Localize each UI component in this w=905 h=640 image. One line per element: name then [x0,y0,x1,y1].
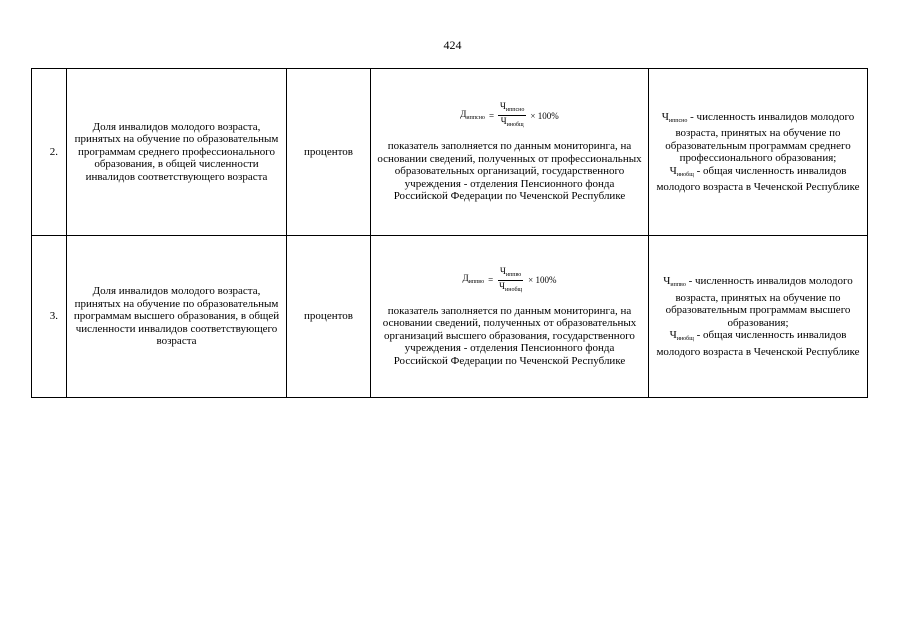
unit-of-measure: процентов [287,69,371,236]
unit-of-measure: процентов [287,236,371,398]
page-number: 424 [443,38,462,52]
variables-description [649,69,868,236]
method-description: показатель заполняется по данным мониторинга, на основании сведений, полученных от образовательных организаций высшего образования, государственного учреждения - отделения Пенсионного фонда Российской Федерации по Чеченской Республике [382,304,637,367]
indicators-table [31,68,868,398]
indicator-name: Доля инвалидов молодого возраста, принятых на обучение по образовательным программам среднего профессионального образования, в общей численности инвалидов соответствующего возраста [67,69,287,236]
method-description: показатель заполняется по данным мониторинга, на основании сведений, полученных от профессиональных образовательных организаций, государственного учреждения - отделения Пенсионного фонда Российской Федерации по Чеченской Республике [377,140,642,203]
formula: $Д_{иппсно}$ = $\frac{Ч_{иппсно}}{Ч_{инобщ}}$ × 100% [460,101,559,129]
formula-fraction: $\frac{Ч_{иппво}}{Ч_{инобщ}}$ [499,265,523,293]
table-row [32,236,868,398]
calculation-method [371,69,649,236]
row-number: 3. [32,236,67,398]
variables-description [649,236,868,398]
table-row [32,69,868,236]
variable-definition: Чиппво - численность инвалидов молодого возраста, принятых на обучение по образовательным программам высшего образования; [663,275,853,329]
variable-definition: Чинобщ - общая численность инвалидов молодого возраста в Чеченской Республике [656,164,860,193]
formula: $Д_{иппво}$ = $\frac{Ч_{иппво}}{Ч_{инобщ}}$ × 100% [462,265,557,293]
indicator-name: Доля инвалидов молодого возраста, принятых на обучение по образовательным программам высшего образования, в общей численности инвалидов соответствующего возраста [67,236,287,398]
calculation-method [371,236,649,398]
row-number: 2. [32,69,67,236]
variable-definition: Чинобщ - общая численность инвалидов молодого возраста в Чеченской Республике [656,329,860,358]
formula-fraction: $\frac{Ч_{иппсно}}{Ч_{инобщ}}$ [500,101,525,129]
variable-definition: Чиппсно - численность инвалидов молодого возраста, принятых на обучение по образовательным программам среднего профессионального образования; [661,110,855,164]
